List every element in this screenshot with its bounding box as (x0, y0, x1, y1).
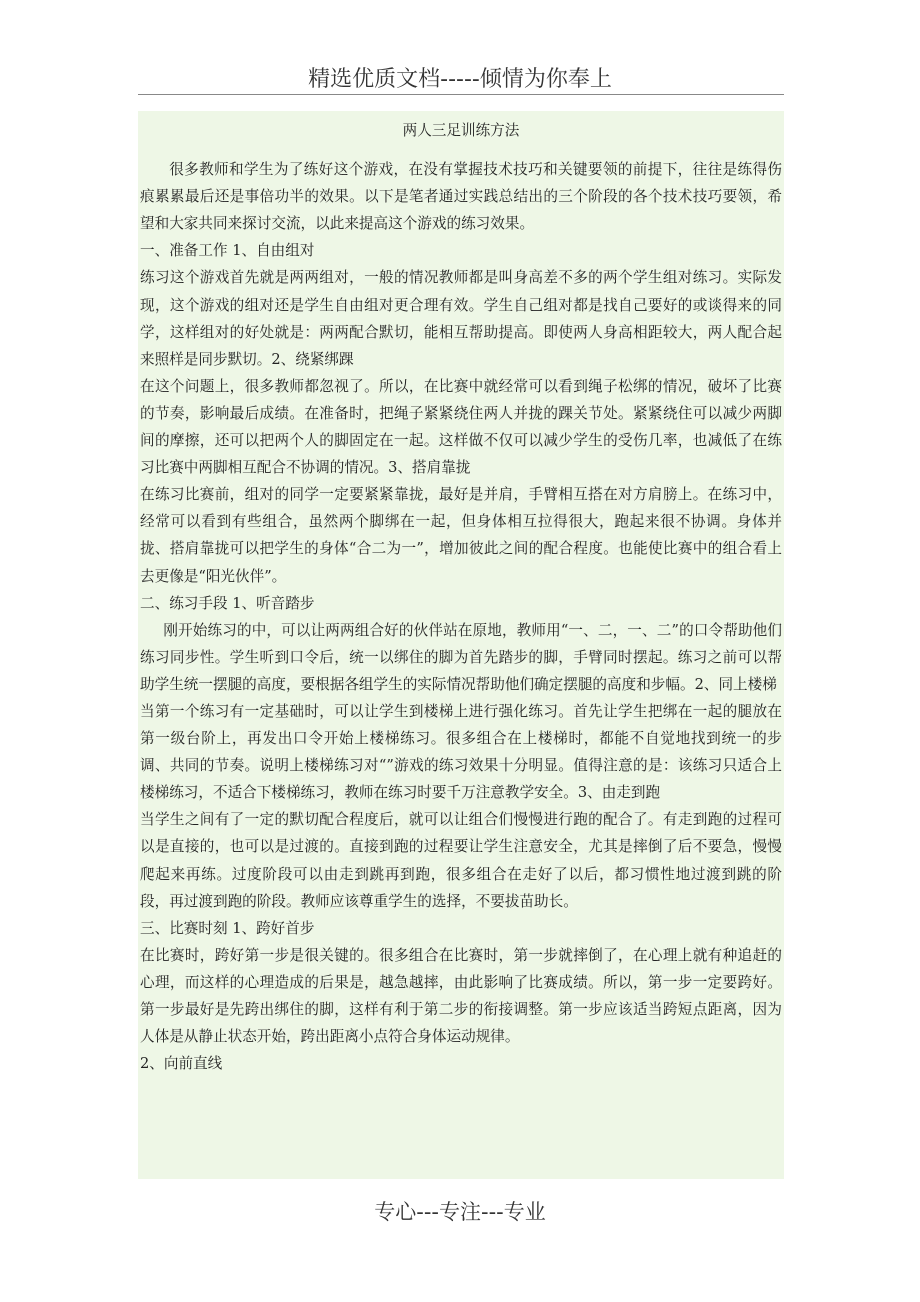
intro-paragraph: 很多教师和学生为了练好这个游戏，在没有掌握技术技巧和关键要领的前提下，往往是练得伤痕累累最后还是事倍功半的效果。以下是笔者通过实践总结出的三个阶段的各个技术技巧要领，希望和大家共同来探讨交流，以此来提高这个游戏的练习效果。 (140, 161, 782, 233)
document-body (138, 111, 784, 1179)
section3-paragraph-2: 2、向前直线 (140, 1055, 223, 1073)
document-title: 两人三足训练方法 (402, 122, 520, 139)
section1-paragraph-1: 练习这个游戏首先就是两两组对，一般的情况教师都是叫身高差不多的两个学生组对练习。实际发现，这个游戏的组对还是学生自由组对更合理有效。学生自己组对都是找自己要好的或谈得来的同学，这样组对的好处就是：两两配合默切，能相互帮助提高。即使两人身高相距较大，两人配合起来照样是同步默切。2、绕紧绑踝 (140, 269, 782, 368)
section3-heading: 三、比赛时刻 1、跨好首步 (140, 919, 315, 937)
section1-paragraph-3: 在练习比赛前，组对的同学一定要紧紧靠拢，最好是并肩，手臂相互搭在对方肩膀上。在练习中，经常可以看到有些组合，虽然两个脚绑在一起，但身体相互拉得很大，跑起来很不协调。身体并拢、搭肩靠拢可以把学生的身体“合二为一”，增加彼此之间的配合程度。也能使比赛中的组合看上去更像是“阳光伙伴”。 (140, 486, 782, 585)
section2-paragraph-2: 当第一个练习有一定基础时，可以让学生到楼梯上进行强化练习。首先让学生把绑在一起的腿放在第一级台阶上，再发出口令开始上楼梯练习。很多组合在上楼梯时，都能不自觉地找到统一的步调、共同的节奏。说明上楼梯练习对“”游戏的练习效果十分明显。值得注意的是：该练习只适合上楼梯练习，不适合下楼梯练习，教师在练习时要千万注意教学安全。3、由走到跑 (140, 702, 782, 802)
header-divider (138, 94, 784, 95)
section2-heading: 二、练习手段 1、听音踏步 (140, 594, 315, 612)
section1-paragraph-2: 在这个问题上，很多教师都忽视了。所以，在比赛中就经常可以看到绳子松绑的情况，破坏了比赛的节奏，影响最后成绩。在准备时，把绳子紧紧绕住两人并拢的踝关节处。紧紧绕住可以减少两脚间的摩擦，还可以把两个人的脚固定在一起。这样做不仅可以减少学生的受伤几率，也减低了在练习比赛中两脚相互配合不协调的情况。3、搭肩靠拢 (140, 377, 782, 477)
section2-paragraph-1: 刚开始练习的中，可以让两两组合好的伙伴站在原地，教师用“一、二，一、二”的口令帮助他们练习同步性。学生听到口令后，统一以绑住的脚为首先踏步的脚，手臂同时摆起。练习之前可以帮助学生统一摆腿的高度，要根据各组学生的实际情况帮助他们确定摆腿的高度和步幅。2、同上楼梯 (140, 621, 782, 693)
section2-paragraph-3: 当学生之间有了一定的默切配合程度后，就可以让组合们慢慢进行跑的配合了。有走到跑的过程可以是直接的，也可以是过渡的。直接到跑的过程要让学生注意安全，尤其是摔倒了后不要急，慢慢爬起来再练。过度阶段可以由走到跳再到跑，很多组合在走好了以后，都习惯性地过渡到跳的阶段，再过渡到跑的阶段。教师应该尊重学生的选择，不要拔苗助长。 (140, 811, 782, 910)
section3-paragraph-1: 在比赛时，跨好第一步是很关键的。很多组合在比赛时，第一步就摔倒了，在心理上就有种追赶的心理，而这样的心理造成的后果是，越急越摔，由此影响了比赛成绩。所以，第一步一定要跨好。第一步最好是先跨出绑住的脚，这样有利于第二步的衔接调整。第一步应该适当跨短点距离，因为人体是从静止状态开始，跨出距离小点符合身体运动规律。 (140, 946, 782, 1046)
page-footer: 专心---专注---专业 (374, 1200, 546, 1224)
page-header: 精选优质文档-----倾情为你奉上 (308, 67, 612, 92)
section1-heading: 一、准备工作 1、自由组对 (140, 242, 315, 260)
